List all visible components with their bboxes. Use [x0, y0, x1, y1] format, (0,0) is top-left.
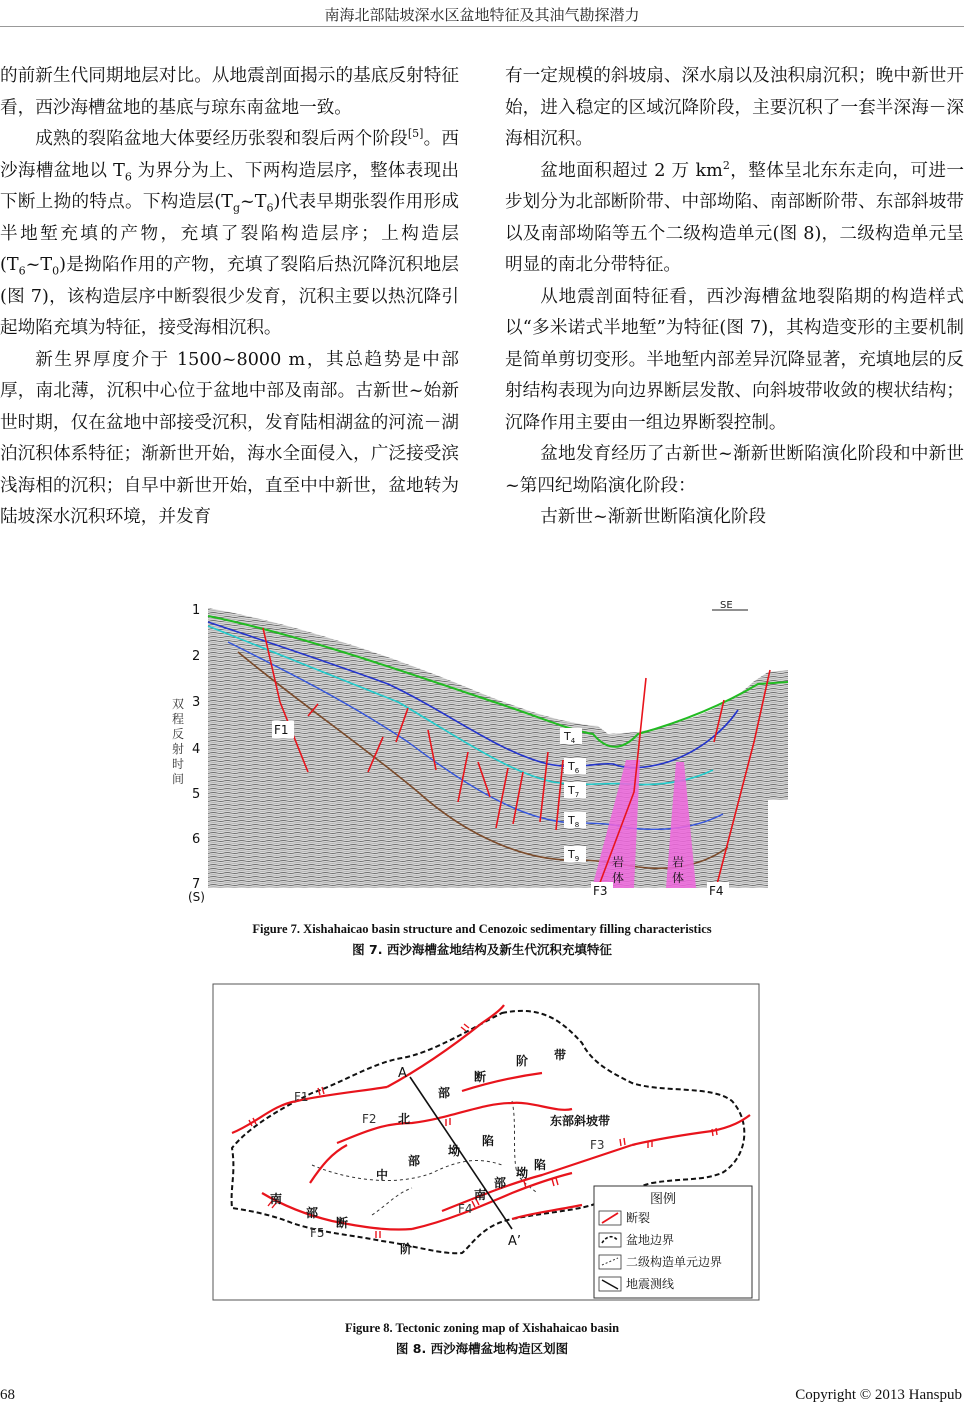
svg-text:南: 南	[270, 1192, 283, 1206]
legend-item-seismic-line: 地震测线	[626, 1277, 675, 1291]
y-tick-label: 7	[192, 877, 201, 892]
right-paragraph-3: 从地震剖面特征看，西沙海槽盆地裂陷期的构造样式以“多米诺式半地堑”为特征(图 7)，其构造变形的主要机制是简单剪切变形。半地堑内部差异沉降显著，充填地层的反射结构表现为向边界断层发散、向斜坡带收敛的楔状结构；沉降作用主要由一组边界断裂控制。	[505, 286, 964, 433]
left-column	[0, 61, 459, 534]
citation-ref[interactable]: [5]	[407, 127, 424, 141]
svg-text:带: 带	[554, 1048, 567, 1062]
right-column	[505, 61, 964, 534]
left-paragraph-3: 新生界厚度介于 1500~8000 m，其总趋势是中部厚，南北薄，沉积中心位于盆地中部及南部。古新世~始新世时期，仅在盆地中部接受沉积，发育陆相湖盆的河流－湖泊沉积体系特征；渐新世开始，海水全面侵入，广泛接受滨浅海相的沉积；自早中新世开始，直至中中新世，盆地转为陆坡深水沉积环境，并发育	[0, 349, 459, 527]
svg-text:间: 间	[172, 772, 185, 786]
svg-text:体: 体	[672, 871, 685, 885]
left-paragraph-1: 的前新生代同期地层对比。从地震剖面揭示的基底反射特征看，西沙海槽盆地的基底与琼东南盆地一致。	[0, 66, 459, 118]
svg-text:岩: 岩	[672, 855, 685, 869]
svg-text:北: 北	[398, 1112, 411, 1126]
svg-text:F1: F1	[274, 723, 289, 737]
figure-8-caption-en: Figure 8. Tectonic zoning map of Xishahaicao basin	[344, 1321, 620, 1335]
svg-text:阶: 阶	[516, 1054, 529, 1068]
right-paragraph-4: 盆地发育经历了古新世~渐新世断陷演化阶段和中新世~第四纪坳陷演化阶段：	[505, 444, 964, 496]
y-axis-unit: (S)	[188, 890, 205, 904]
svg-text:双: 双	[172, 697, 185, 711]
map-legend	[594, 1186, 752, 1298]
y-tick-label: 3	[192, 695, 201, 710]
copyright-notice: Copyright © 2013 Hanspub	[795, 1387, 962, 1403]
page-number: 68	[0, 1387, 15, 1403]
direction-label: SE	[720, 600, 733, 611]
line-end-label: A’	[508, 1234, 522, 1249]
right-paragraph-2: 盆地面积超过 2 万 $km^2$，整体呈北东东走向，可进一步划分为北部断阶带、中部坳陷、南部断阶带、东部斜坡带以及南部坳陷等五个二级构造单元(图 8)，二级构造单元呈明显的南北分带特征。	[505, 158, 964, 275]
figure-7-caption-zh: 图 7. 西沙海槽盆地结构及新生代沉积充填特征	[352, 942, 612, 957]
right-paragraph-5: 古新世~渐新世断陷演化阶段	[540, 507, 767, 527]
y-tick-label: 4	[192, 742, 201, 757]
svg-text:T9: $T_9$	[568, 848, 580, 863]
legend-title: 图例	[650, 1192, 677, 1207]
figure-7-caption-en: Figure 7. Xishahaicao basin structure and Cenozoic sedimentary filling characteristics	[252, 922, 712, 936]
svg-text:F5: F5	[310, 1226, 325, 1240]
legend-item-unit-boundary: 二级构造单元边界	[626, 1255, 723, 1269]
figure-8-tectonic-map	[212, 983, 760, 1301]
svg-text:部: 部	[438, 1086, 451, 1100]
figure-8-caption-zh: 图 8. 西沙海槽盆地构造区划图	[395, 1341, 569, 1356]
svg-text:东部斜坡带: 东部斜坡带	[550, 1114, 611, 1128]
y-tick-label: 5	[192, 787, 201, 802]
svg-text:断: 断	[336, 1216, 349, 1230]
legend-item-basin-boundary: 盆地边界	[626, 1233, 675, 1247]
svg-text:T8: $T_8$	[568, 814, 580, 829]
legend-item-fault: 断裂	[626, 1211, 651, 1225]
figure-7-seismic-section	[168, 592, 790, 904]
y-axis-title	[172, 697, 184, 786]
svg-text:T7: $T_7$	[568, 784, 580, 799]
svg-text:T6: $T_6$	[568, 760, 580, 775]
svg-text:岩: 岩	[612, 855, 625, 869]
y-tick-label: 2	[192, 649, 201, 664]
svg-text:部: 部	[306, 1206, 319, 1220]
svg-text:T4: $T_4$	[564, 730, 576, 745]
svg-text:部: 部	[494, 1176, 507, 1190]
svg-text:南: 南	[474, 1188, 487, 1202]
y-tick-label: 1	[192, 603, 201, 618]
svg-text:体: 体	[612, 871, 625, 885]
svg-text:F4: F4	[458, 1202, 473, 1216]
svg-text:中: 中	[376, 1168, 389, 1182]
svg-text:反: 反	[172, 727, 185, 741]
svg-text:部: 部	[408, 1154, 421, 1168]
y-axis	[188, 603, 205, 904]
svg-text:F4: F4	[709, 884, 724, 898]
left-paragraph-2: 成熟的裂陷盆地大体要经历张裂和裂后两个阶段[5]。西沙海槽盆地以 $T_6$ 为界分为上、下两构造层序，整体表现出下断上拗的特点。下构造层$(T_g\sim T_6)$代表早期张裂作用形成半地堑充填的产物，充填了裂陷构造层序；上构造层$(T_6\sim T_0)$是拗陷作用的产物，充填了裂陷后热沉降沉积地层(图 7)，该构造层序中断裂很少发育，沉积主要以热沉降引起坳陷充填为特征，接受海相沉积。	[0, 127, 459, 338]
svg-text:坳: 坳	[516, 1166, 529, 1180]
svg-text:坳: 坳	[448, 1144, 461, 1158]
right-paragraph-1: 有一定规模的斜坡扇、深水扇以及浊积扇沉积；晚中新世开始，进入稳定的区域沉降阶段，主要沉积了一套半深海－深海相沉积。	[505, 66, 964, 149]
line-start-label: A	[398, 1066, 407, 1081]
svg-text:陷: 陷	[534, 1158, 547, 1172]
svg-text:F2: F2	[362, 1112, 377, 1126]
svg-text:F3: F3	[590, 1138, 605, 1152]
svg-text:射: 射	[172, 742, 185, 756]
svg-text:F3: F3	[593, 884, 608, 898]
running-header: 南海北部陆坡深水区盆地特征及其油气勘探潜力	[324, 6, 640, 24]
svg-text:F1: F1	[294, 1090, 309, 1104]
svg-text:程: 程	[172, 712, 185, 726]
svg-text:阶: 阶	[400, 1242, 413, 1256]
header-rule	[0, 26, 964, 27]
y-tick-label: 6	[192, 832, 201, 847]
svg-text:断: 断	[474, 1070, 487, 1084]
svg-text:陷: 陷	[482, 1134, 495, 1148]
svg-text:时: 时	[172, 757, 185, 771]
